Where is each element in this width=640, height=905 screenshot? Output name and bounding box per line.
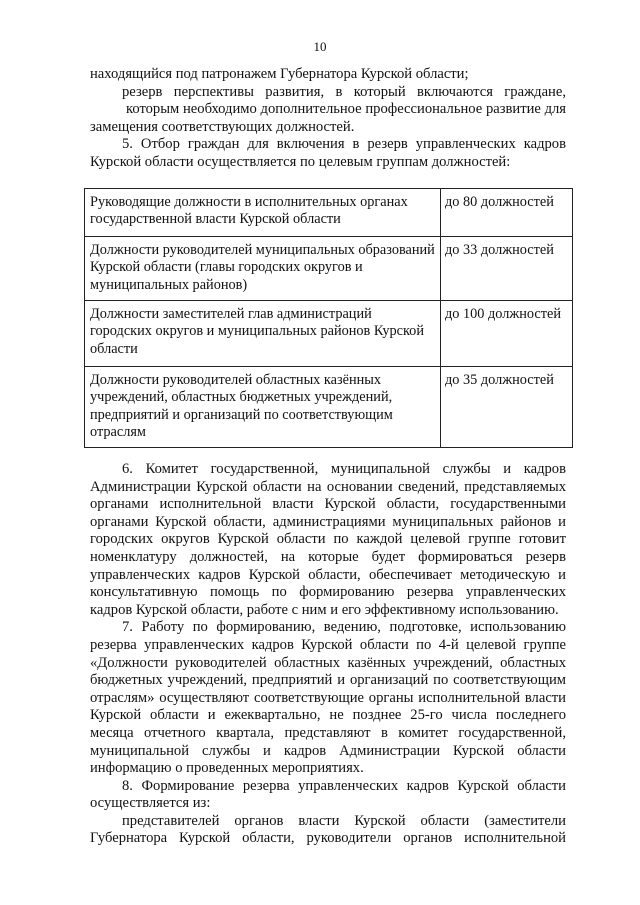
text-line: Курской области и ежеквартально, не позднее 25-го числа последнего bbox=[90, 707, 566, 724]
text-line: резерв перспективы развития, в который включаются граждане, bbox=[122, 83, 566, 100]
lower-text bbox=[90, 461, 566, 848]
text-line: 6. Комитет государственной, муниципальной службы и кадров bbox=[122, 461, 566, 477]
text-line: представителей органов власти Курской области (заместители bbox=[122, 812, 566, 829]
text-line: органами Курской области, администрациями муниципальных районов и bbox=[90, 513, 566, 530]
text-line: информацию о проведенных мероприятиях. bbox=[90, 760, 364, 777]
text-line: муниципальной службы и кадров Администрации Курской области bbox=[90, 742, 566, 759]
group-cell: Должности руководителей областных казённых учреждений, областных бюджетных учреждений, предприятий и организаций по соответствующим отраслям bbox=[85, 367, 441, 448]
text-line: Губернатора Курской области, руководители органов исполнительной bbox=[90, 830, 566, 847]
page-number: 10 bbox=[313, 39, 327, 54]
intro-text bbox=[90, 66, 566, 172]
group-cell: Руководящие должности в исполнительных органах государственной власти Курской области bbox=[85, 189, 441, 237]
table-row bbox=[85, 367, 573, 448]
group-cell: Должности заместителей глав администраций городских округов и муниципальных районов Курской области bbox=[85, 301, 441, 367]
limit-cell: до 100 должностей bbox=[441, 301, 573, 367]
group-cell: Должности руководителей муниципальных образований Курской области (главы городских округов и муниципальных районов) bbox=[85, 237, 441, 301]
table-row bbox=[85, 301, 573, 367]
text-line: находящийся под патронажем Губернатора Курской области; bbox=[90, 66, 469, 82]
text-line: 8. Формирование резерва управленческих кадров Курской области bbox=[122, 777, 566, 794]
text-line: кадров Курской области, работе с ним и его эффективному использованию. bbox=[90, 601, 559, 618]
text-line: отраслям» осуществляют соответствующие органы исполнительной власти bbox=[90, 689, 566, 706]
limit-cell: до 80 должностей bbox=[441, 189, 573, 237]
text-line: Администрации Курской области на основании сведений, представляемых bbox=[90, 478, 566, 495]
text-line: месяца отчетного квартала, представляют в комитет государственной, bbox=[90, 724, 566, 741]
target-groups-table bbox=[84, 188, 573, 448]
text-line: резерва управленческих кадров Курской области по 4-й целевой группе bbox=[90, 636, 566, 653]
text-line: консультативную помощь по формированию резерва управленческих bbox=[90, 584, 566, 601]
text-line: «Должности руководителей областных казённых учреждений, областных bbox=[90, 654, 566, 671]
table-row bbox=[85, 189, 573, 237]
text-line: которым необходимо дополнительное профессиональное развитие для bbox=[126, 101, 566, 118]
text-line: замещения соответствующих должностей. bbox=[90, 118, 355, 135]
text-line: 7. Работу по формированию, ведению, подготовке, использованию bbox=[122, 619, 566, 636]
table-row bbox=[85, 237, 573, 301]
text-line: Курской области осуществляется по целевым группам должностей: bbox=[90, 153, 511, 170]
text-line: городских округов Курской области по каждой целевой группе готовит bbox=[90, 531, 566, 548]
text-line: 5. Отбор граждан для включения в резерв управленческих кадров bbox=[122, 136, 566, 153]
text-line: управленческих кадров Курской области, обеспечивает методическую и bbox=[90, 566, 566, 583]
limit-cell: до 33 должностей bbox=[441, 237, 573, 301]
text-line: органами исполнительной власти Курской области, государственными bbox=[90, 496, 566, 513]
text-line: номенклатуру должностей, на которые будет формироваться резерв bbox=[90, 548, 566, 565]
text-line: бюджетных учреждений, предприятий и организаций по соответствующим bbox=[90, 672, 566, 689]
text-line: осуществляется из: bbox=[90, 795, 211, 812]
limit-cell: до 35 должностей bbox=[441, 367, 573, 448]
